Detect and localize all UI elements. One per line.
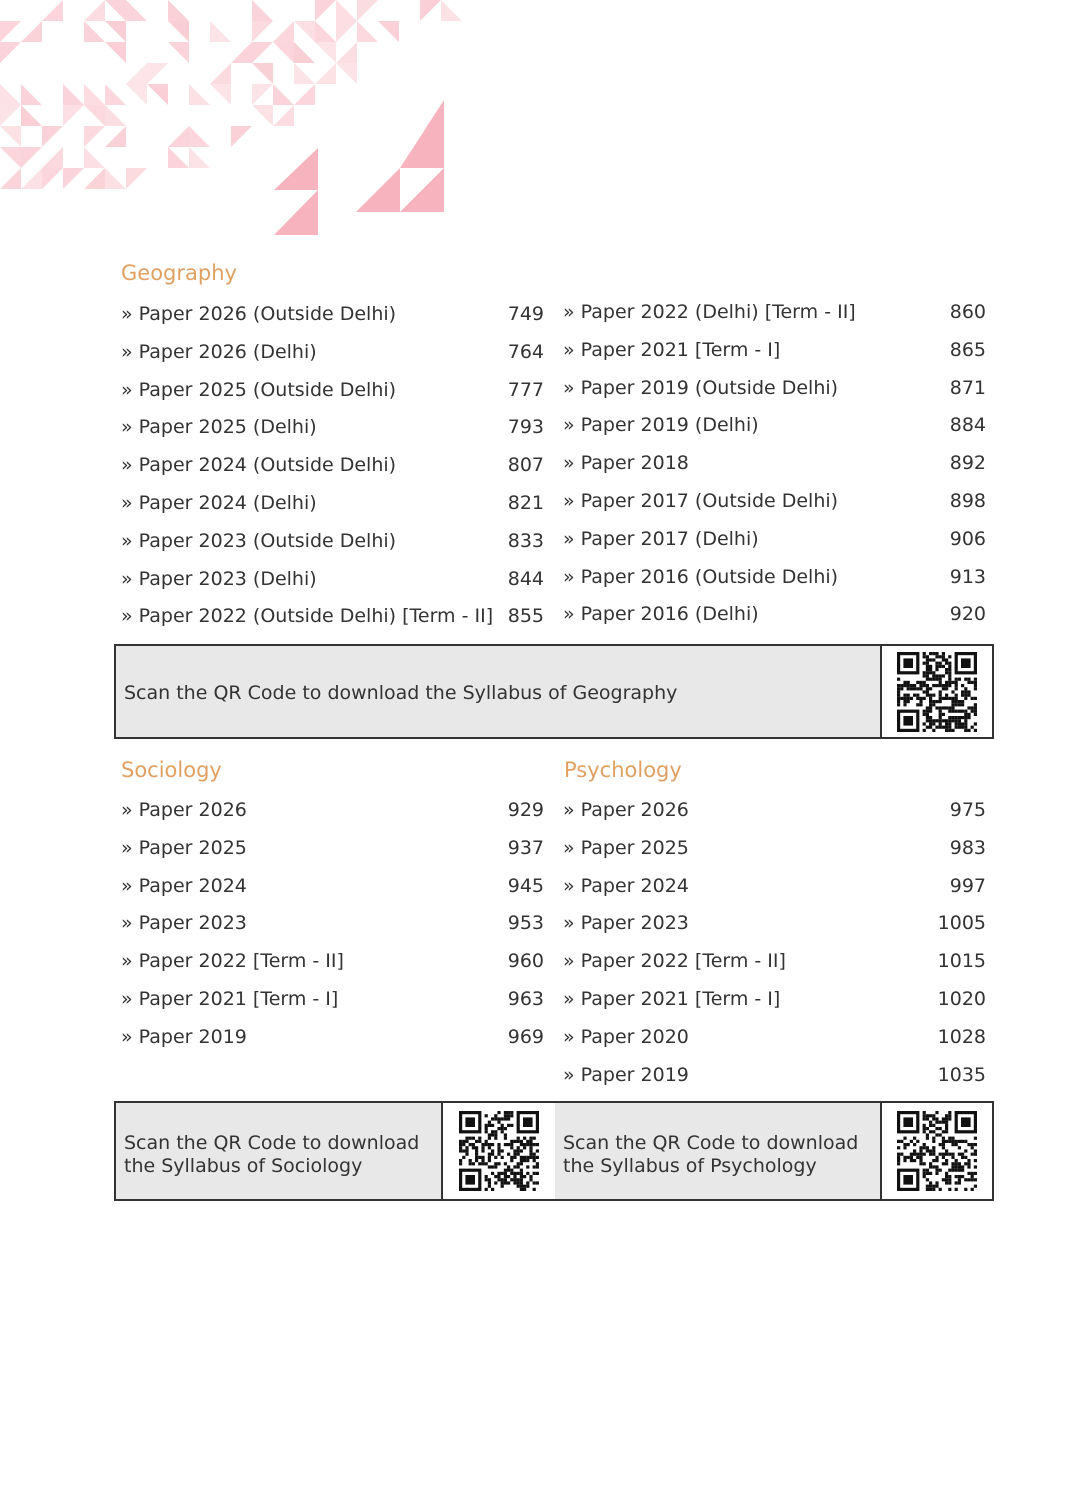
entry-page-number: 871 (949, 376, 986, 399)
pattern-triangle (210, 21, 231, 42)
pattern-triangle (84, 84, 105, 105)
sociology-qr-cell (441, 1101, 557, 1201)
psychology-entry[interactable] (563, 867, 986, 905)
sociology-qr-text (124, 1132, 419, 1178)
entry-label: » Paper 2026 (121, 799, 247, 821)
pattern-triangle (441, 0, 462, 21)
geography-entry[interactable] (121, 408, 544, 446)
sociology-entry[interactable] (121, 867, 544, 905)
pattern-triangle (105, 84, 126, 105)
entry-label: » Paper 2026 (Outside Delhi) (121, 303, 397, 325)
geography-entry[interactable] (563, 595, 986, 633)
geography-entry[interactable] (121, 333, 544, 371)
pattern-triangle (420, 0, 441, 21)
pattern-triangle (147, 63, 168, 84)
entry-label: » Paper 2016 (Outside Delhi) (563, 565, 839, 588)
qr-code-icon[interactable] (459, 1111, 539, 1191)
pattern-triangle (84, 105, 105, 126)
pattern-triangle (0, 84, 21, 105)
entry-page-number: 1028 (937, 1025, 986, 1048)
pattern-triangle (294, 21, 315, 42)
sociology-entry[interactable] (121, 980, 544, 1018)
pattern-triangle (0, 42, 21, 63)
entry-label: » Paper 2025 (Outside Delhi) (121, 378, 397, 401)
entry-page-number: 937 (507, 836, 544, 859)
pattern-triangle (126, 84, 147, 105)
sociology-qr-line1: Scan the QR Code to download (124, 1132, 420, 1154)
pattern-triangle (294, 42, 315, 63)
entry-label: » Paper 2026 (563, 799, 689, 821)
pattern-triangle (357, 21, 378, 42)
entry-label: » Paper 2022 (Outside Delhi) [Term - II] (121, 605, 494, 628)
pattern-triangle (336, 63, 357, 84)
entry-label: » Paper 2024 (Delhi) (121, 492, 317, 514)
sociology-entry[interactable] (121, 942, 544, 980)
pattern-triangle (42, 126, 63, 147)
pattern-triangle (315, 21, 336, 42)
entry-page-number: 960 (507, 950, 544, 973)
pattern-triangle (0, 168, 21, 189)
pattern-triangle (126, 0, 147, 21)
pattern-triangle (252, 63, 273, 84)
entry-page-number: 906 (949, 527, 986, 550)
pattern-triangle (315, 63, 336, 84)
pattern-triangle (273, 21, 294, 42)
psychology-qr-line1: Scan the QR Code to download (563, 1132, 859, 1154)
geography-entry[interactable] (121, 560, 544, 598)
pattern-triangle (21, 105, 42, 126)
section-title-sociology: Sociology (121, 758, 222, 782)
qr-code-icon[interactable] (897, 1111, 977, 1191)
sociology-entry[interactable] (121, 829, 544, 867)
entry-label: » Paper 2022 [Term - II] (563, 950, 786, 973)
entry-page-number: 764 (507, 340, 544, 363)
pattern-triangle (273, 42, 294, 63)
pattern-triangle-large (400, 168, 444, 212)
geography-entry[interactable] (563, 520, 986, 558)
geography-entry[interactable] (563, 444, 986, 482)
pattern-triangle (84, 147, 105, 168)
entry-label: » Paper 2021 [Term - I] (563, 338, 781, 361)
pattern-triangle (168, 0, 189, 21)
triangle-pattern (0, 0, 500, 240)
entry-label: » Paper 2019 (121, 1025, 247, 1048)
entry-label: » Paper 2023 (121, 912, 247, 935)
pattern-triangle (147, 84, 168, 105)
pattern-triangle (294, 63, 315, 84)
pattern-triangle (231, 42, 252, 63)
entry-page-number: 865 (949, 338, 986, 361)
entry-label: » Paper 2025 (563, 836, 689, 859)
geography-entry[interactable] (121, 522, 544, 560)
entry-label: » Paper 2025 (Delhi) (121, 416, 317, 439)
geography-entry[interactable] (121, 484, 544, 522)
entry-label: » Paper 2021 [Term - I] (121, 988, 339, 1010)
entry-page-number: 777 (507, 378, 544, 401)
psychology-entry[interactable] (563, 829, 986, 867)
entry-page-number: 1035 (937, 1063, 986, 1086)
sociology-entry[interactable] (121, 791, 544, 829)
pattern-triangle (21, 168, 42, 189)
pattern-triangle (84, 168, 105, 189)
geography-entry[interactable] (563, 558, 986, 596)
entry-page-number: 997 (949, 874, 986, 897)
pattern-triangle (21, 21, 42, 42)
pattern-triangle (252, 105, 273, 126)
pattern-triangle-large (356, 168, 400, 212)
qr-code-icon[interactable] (897, 652, 977, 732)
psychology-entry[interactable] (563, 791, 986, 829)
pattern-triangle (168, 21, 189, 42)
pattern-triangle (210, 84, 231, 105)
entry-label: » Paper 2023 (Delhi) (121, 567, 317, 590)
pattern-triangle (168, 147, 189, 168)
pattern-triangle-large (274, 148, 318, 190)
entry-label: » Paper 2025 (121, 836, 247, 859)
pattern-triangle (252, 21, 273, 42)
pattern-triangle (315, 0, 336, 21)
pattern-triangle (189, 147, 210, 168)
pattern-triangle (21, 147, 42, 168)
pattern-triangle (189, 126, 210, 147)
entry-page-number: 920 (949, 603, 986, 626)
psychology-qr-banner (555, 1101, 994, 1201)
entry-page-number: 898 (949, 490, 986, 512)
entry-label: » Paper 2017 (Delhi) (563, 527, 759, 550)
geography-entry[interactable] (563, 406, 986, 444)
entry-page-number: 749 (507, 303, 544, 325)
entry-label: » Paper 2019 (Outside Delhi) (563, 376, 839, 399)
pattern-triangle (84, 126, 105, 147)
pattern-triangle (189, 84, 210, 105)
pattern-triangle (252, 42, 273, 63)
geography-entry[interactable] (563, 293, 986, 331)
sociology-qr-banner (114, 1101, 557, 1201)
entry-label: » Paper 2024 (Outside Delhi) (121, 454, 397, 477)
entry-label: » Paper 2019 (563, 1063, 689, 1086)
pattern-triangle (63, 84, 84, 105)
geography-entry[interactable] (563, 331, 986, 369)
pattern-triangle (105, 105, 126, 126)
sociology-entry[interactable] (121, 1018, 544, 1056)
entry-page-number: 929 (507, 799, 544, 821)
pattern-triangle (105, 0, 126, 21)
pattern-triangle (252, 84, 273, 105)
geography-entry[interactable] (121, 295, 544, 333)
pattern-triangle (0, 105, 21, 126)
entry-label: » Paper 2023 (Outside Delhi) (121, 529, 397, 552)
entry-page-number: 945 (507, 874, 544, 897)
entry-label: » Paper 2019 (Delhi) (563, 414, 759, 437)
pattern-triangle (315, 42, 336, 63)
entry-page-number: 892 (949, 452, 986, 475)
entry-page-number: 1015 (937, 950, 986, 973)
entry-page-number: 844 (507, 567, 544, 590)
entry-label: » Paper 2024 (121, 874, 247, 897)
pattern-triangle (336, 0, 357, 21)
entry-label: » Paper 2022 [Term - II] (121, 950, 344, 973)
entry-label: » Paper 2022 (Delhi) [Term - II] (563, 301, 856, 323)
pattern-triangle (252, 0, 273, 21)
entry-label: » Paper 2026 (Delhi) (121, 340, 317, 363)
entry-label: » Paper 2018 (563, 452, 689, 475)
pattern-triangle (63, 168, 84, 189)
pattern-triangle (105, 21, 126, 42)
pattern-triangle (126, 63, 147, 84)
entry-page-number: 884 (949, 414, 986, 437)
pattern-triangle (336, 21, 357, 42)
pattern-triangle (42, 0, 63, 21)
entry-label: » Paper 2017 (Outside Delhi) (563, 490, 839, 512)
psychology-qr-line2: the Syllabus of Psychology (563, 1155, 817, 1177)
pattern-triangle (42, 147, 63, 168)
entry-page-number: 975 (949, 799, 986, 821)
entry-page-number: 821 (507, 492, 544, 514)
entry-page-number: 807 (507, 454, 544, 477)
pattern-triangle (168, 126, 189, 147)
pattern-triangle (273, 105, 294, 126)
geography-qr-text: Scan the QR Code to download the Syllabus of Geography (124, 682, 678, 704)
psychology-entry[interactable] (563, 904, 986, 942)
pattern-triangle (336, 42, 357, 63)
pattern-triangle (105, 42, 126, 63)
pattern-triangle (21, 84, 42, 105)
entry-page-number: 1005 (937, 912, 986, 935)
entry-page-number: 793 (507, 416, 544, 439)
section-title-geography: Geography (121, 261, 237, 285)
entry-page-number: 913 (949, 565, 986, 588)
pattern-triangle (168, 42, 189, 63)
geography-qr-cell (880, 644, 994, 739)
psychology-entry[interactable] (563, 980, 986, 1018)
pattern-triangle (0, 126, 21, 147)
pattern-triangle (378, 21, 399, 42)
pattern-triangle (84, 0, 105, 21)
entry-page-number: 953 (507, 912, 544, 935)
pattern-triangle (105, 168, 126, 189)
geography-entry[interactable] (121, 371, 544, 409)
geography-entry[interactable] (121, 597, 544, 635)
entry-page-number: 963 (507, 988, 544, 1010)
pattern-triangle (294, 84, 315, 105)
psychology-entry[interactable] (563, 942, 986, 980)
geography-qr-banner (114, 644, 994, 739)
pattern-triangle (126, 168, 147, 189)
psychology-entry[interactable] (563, 1056, 986, 1094)
geography-entry[interactable] (563, 369, 986, 407)
psychology-qr-text (563, 1132, 858, 1178)
entry-label: » Paper 2021 [Term - I] (563, 988, 781, 1010)
pattern-triangle (63, 105, 84, 126)
entry-page-number: 1020 (937, 988, 986, 1010)
pattern-triangle (0, 21, 21, 42)
sociology-entry[interactable] (121, 904, 544, 942)
pattern-triangle (231, 126, 252, 147)
entry-page-number: 969 (507, 1025, 544, 1048)
geography-entry[interactable] (563, 482, 986, 520)
pattern-triangle (84, 21, 105, 42)
pattern-triangle (210, 63, 231, 84)
pattern-triangle-large (400, 100, 444, 168)
entry-label: » Paper 2024 (563, 874, 689, 897)
geography-entry[interactable] (121, 446, 544, 484)
entry-page-number: 833 (507, 529, 544, 552)
entry-page-number: 855 (507, 605, 544, 628)
psychology-qr-cell (880, 1101, 994, 1201)
entry-page-number: 860 (949, 301, 986, 323)
entry-label: » Paper 2020 (563, 1025, 689, 1048)
entry-label: » Paper 2023 (563, 912, 689, 935)
pattern-triangle (0, 147, 21, 168)
pattern-triangle (42, 168, 63, 189)
pattern-triangle (273, 84, 294, 105)
pattern-triangle-large (274, 190, 318, 235)
entry-page-number: 983 (949, 836, 986, 859)
psychology-entry[interactable] (563, 1018, 986, 1056)
pattern-triangle (105, 126, 126, 147)
entry-label: » Paper 2016 (Delhi) (563, 603, 759, 626)
pattern-triangle (357, 0, 378, 21)
section-title-psychology: Psychology (564, 758, 682, 782)
sociology-qr-line2: the Syllabus of Sociology (124, 1155, 363, 1177)
